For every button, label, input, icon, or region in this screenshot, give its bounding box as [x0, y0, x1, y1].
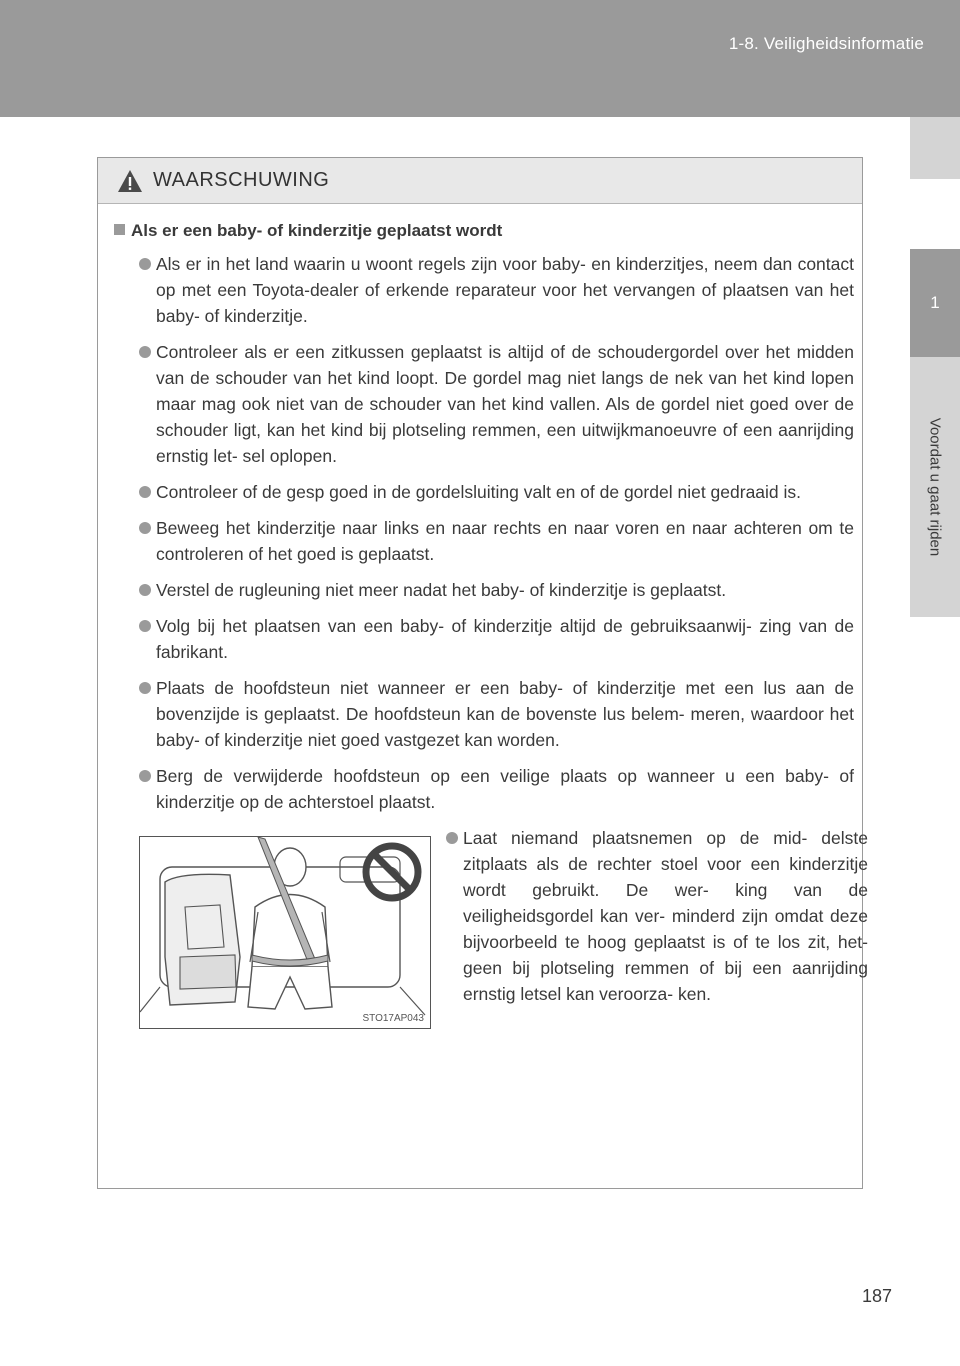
- list-item: [139, 251, 854, 329]
- list-item: [139, 479, 854, 505]
- side-tab-top: [910, 117, 960, 179]
- section-heading: [112, 221, 854, 241]
- list-item-text: Controleer of de gesp goed in de gordelsluiting valt en of de gordel niet gedraaid is.: [156, 482, 802, 502]
- square-bullet-icon: [114, 224, 125, 235]
- chapter-number: 1: [930, 293, 940, 312]
- list-item-text: Berg de verwijderde hoofdsteun op een veilige plaats op wanneer u een baby- of kinderzitje op de achterstoel plaatst.: [156, 766, 854, 812]
- list-item-text: Verstel de rugleuning niet meer nadat het baby- of kinderzitje is geplaatst.: [156, 580, 727, 600]
- list-item-text: Plaats de hoofdsteun niet wanneer er een baby- of kinderzitje met een lus aan de bovenzijde is geplaatst. De hoofdsteun kan de bovenste lus belem- meren, waardoor het baby- of kinderzitje niet goed vastgezet kan worden.: [156, 678, 854, 750]
- image-code: STO17AP043: [362, 1013, 424, 1024]
- warning-title: WAARSCHUWING: [153, 169, 330, 191]
- bullet-dot-icon: [139, 620, 151, 632]
- bullet-dot-icon: [139, 770, 151, 782]
- bottom-area: [112, 825, 868, 1105]
- list-item-text: Beweeg het kinderzitje naar links en naar rechts en naar voren en naar achteren om te controleren of het goed is geplaatst.: [156, 518, 854, 564]
- warning-box: [97, 157, 868, 1189]
- illustration-drawing: [140, 837, 430, 1028]
- bullet-dot-icon: [139, 486, 151, 498]
- bullet-dot-icon: [139, 584, 151, 596]
- list-item-text: Volg bij het plaatsen van een baby- of kinderzitje altijd de gebruiksaanwij- zing van de fabrikant.: [156, 616, 854, 662]
- child-seat-illustration: [139, 836, 431, 1029]
- list-item: [139, 577, 854, 603]
- section-heading-text: Als er een baby- of kinderzitje geplaatst wordt: [131, 221, 503, 240]
- list-item: [446, 825, 868, 1007]
- page-number: 187: [862, 1286, 893, 1306]
- warning-header: [98, 158, 862, 204]
- bullet-dot-icon: [446, 832, 458, 844]
- chapter-title: Voordat u gaat rijden: [926, 417, 944, 557]
- bullet-dot-icon: [139, 682, 151, 694]
- section-title: 1-8. Veiligheidsinformatie: [728, 34, 924, 53]
- chapter-tab: [910, 249, 960, 357]
- bullet-dot-icon: [139, 346, 151, 358]
- list-item-text: Controleer als er een zitkussen geplaatst is altijd of de schoudergordel over het midden van de schouder van het kind loopt. De gordel mag niet langs de nek van het kind lopen maar mag ook niet van de schouder van het kind vallen. Als de gordel niet goed over de schouder ligt, kan het kind bij plotseling remmen, een uitwijkmanoeuvre of een aanrijding ernstig let- sel oplopen.: [156, 342, 854, 466]
- warning-body: [98, 204, 868, 1105]
- list-item-text: Als er in het land waarin u woont regels zijn voor baby- en kinderzitjes, neem dan contact op met een Toyota-dealer of erkende reparateur voor het vervangen of plaatsen van het baby- of kinderzitje.: [156, 254, 854, 326]
- list-item: [139, 675, 854, 753]
- warning-triangle-icon: [117, 169, 143, 193]
- list-item: [139, 613, 854, 665]
- list-item: [139, 515, 854, 567]
- bullet-dot-icon: [139, 258, 151, 270]
- bullet-dot-icon: [139, 522, 151, 534]
- list-item: [139, 339, 854, 469]
- header-band: [0, 0, 960, 117]
- list-item: [139, 763, 854, 815]
- list-item-text: Laat niemand plaatsnemen op de mid- delste zitplaats als de rechter stoel voor een kinderzitje wordt gebruikt. De wer- king van de veiligheidsgordel kan ver- minderd zijn omdat deze bijvoorbeeld te hoog geplaatst is of te los zit, het- geen bij plotseling remmen of bij een aanrijding ernstig letsel kan veroorza- ken.: [463, 828, 868, 1004]
